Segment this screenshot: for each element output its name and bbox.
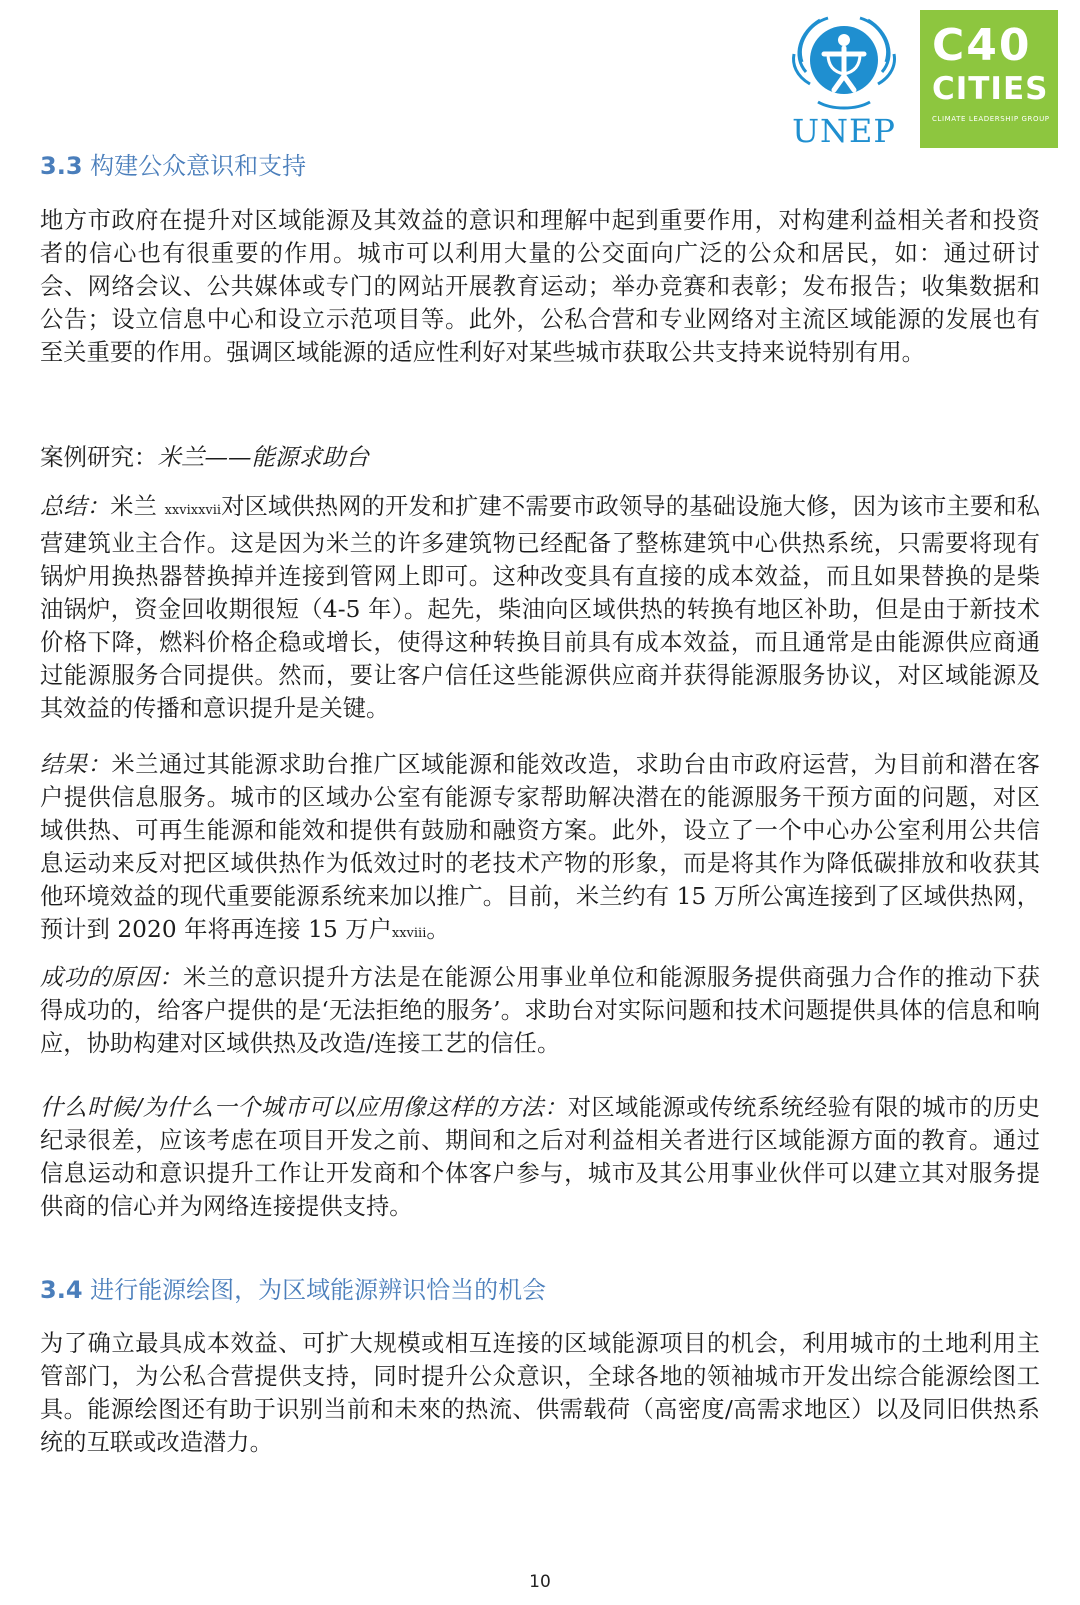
section-3-4-paragraph: 为了确立最具成本效益、可扩大规模或相互连接的区域能源项目的机会，利用城市的土地利用主管部门，为公私合营提供支持，同时提升公众意识，全球各地的领袖城市开发出综合能源绘图工具。能源绘图还有助于识别当前和未來的热流、供需载荷（高密度/高需求地区）以及同旧供热系统的互联或改造潜力。 bbox=[40, 1330, 1040, 1456]
case-results-end: 。 bbox=[426, 916, 450, 943]
case-summary-refs: xxvixxvii bbox=[164, 503, 222, 518]
case-study-title bbox=[40, 438, 369, 472]
c40-logo-line1: C40 bbox=[932, 20, 1032, 71]
case-results-text: 米兰通过其能源求助台推广区域能源和能效改造，求助台由市政府运营，为目前和潜在客户提供信息服务。城市的区域办公室有能源专家帮助解决潜在的能源服务干预方面的问题，对区域供热、可再生能源和能效和提供有鼓励和融资方案。此外，设立了一个中心办公室利用公共信息运动来反对把区域供热作为低效过时的老技术产物的形象，而是将其作为降低碳排放和收获其他环境效益的现代重要能源系统来加以推广。目前，米兰约有 15 万所公寓连接到了区域供热网，预计到 2020 年将再连接 15 万户 bbox=[40, 751, 1040, 943]
case-when-why-lead: 什么时候/为什么一个城市可以应用像这样的方法： bbox=[40, 1094, 568, 1121]
case-results-ref: xxviii bbox=[391, 926, 427, 941]
c40-logo-subtitle: CLIMATE LEADERSHIP GROUP bbox=[932, 115, 1050, 123]
c40-logo-line2: CITIES bbox=[932, 71, 1049, 107]
case-success-lead: 成功的原因： bbox=[40, 964, 183, 991]
case-when-why-paragraph bbox=[40, 1091, 1040, 1223]
case-success-text: 米兰的意识提升方法是在能源公用事业单位和能源服务提供商强力合作的推动下获得成功的，给客户提供的是‘无法拒绝的服务’。求助台对实际问题和技术问题提供具体的信息和响应，协助构建对区域供热及改造/连接工艺的信任。 bbox=[40, 964, 1040, 1057]
section-3-4-number: 3.4 bbox=[40, 1276, 83, 1304]
unep-emblem-icon bbox=[784, 10, 904, 114]
c40-cities-logo bbox=[920, 10, 1058, 148]
unep-logo-text: UNEP bbox=[792, 112, 896, 150]
case-summary-paragraph bbox=[40, 490, 1040, 725]
header-logos bbox=[780, 10, 1058, 152]
case-results-paragraph bbox=[40, 748, 1040, 950]
section-3-3-title: 构建公众意识和支持 bbox=[90, 152, 307, 180]
case-summary-text: 对区域供热网的开发和扩建不需要市政领导的基础设施大修，因为该市主要和私营建筑业主合作。这是因为米兰的许多建筑物已经配备了整栋建筑中心供热系统，只需要将现有锅炉用换热器替换掉并连接到管网上即可。这种改变具有直接的成本效益，而且如果替换的是柴油锅炉，资金回收期很短（4-5 年）。起先，柴油向区域供热的转换有地区补助，但是由于新技术价格下降，燃料价格企稳或增长，使得这种转换目前具有成本效益，而且通常是由能源供应商通过能源服务合同提供。然而，要让客户信任这些能源供应商并获得能源服务协议，对区域能源及其效益的传播和意识提升是关键。 bbox=[40, 493, 1041, 722]
section-3-3-heading bbox=[40, 146, 306, 181]
case-when-why-text: 对区域能源或传统系统经验有限的城市的历史纪录很差，应该考虑在项目开发之前、期间和之后对利益相关者进行区域能源方面的教育。通过信息运动和意识提升工作让开发商和个体客户参与，城市及其公用事业伙伴可以建立其对服务提供商的信心并为网络连接提供支持。 bbox=[40, 1094, 1041, 1220]
case-results-lead: 结果： bbox=[40, 751, 112, 778]
unep-logo bbox=[780, 10, 908, 152]
section-3-4-title: 进行能源绘图，为区域能源辨识恰当的机会 bbox=[90, 1276, 547, 1304]
section-3-3-paragraph: 地方市政府在提升对区域能源及其效益的意识和理解中起到重要作用，对构建利益相关者和投资者的信心也有很重要的作用。城市可以利用大量的公交面向广泛的公众和居民，如：通过研讨会、网络会议、公共媒体或专门的网站开展教育运动；举办竞赛和表彰；发布报告；收集数据和公告；设立信息中心和设立示范项目等。此外，公私合营和专业网络对主流区域能源的发展也有至关重要的作用。强调区域能源的适应性利好对某些城市获取公共支持来说特别有用。 bbox=[40, 207, 1040, 366]
section-3-4-heading bbox=[40, 1270, 546, 1305]
case-summary-city: 米兰 bbox=[110, 493, 165, 520]
case-summary-lead: 总结： bbox=[40, 493, 111, 520]
section-3-3-number: 3.3 bbox=[40, 152, 83, 180]
page-number: 10 bbox=[529, 1572, 551, 1592]
case-success-paragraph bbox=[40, 961, 1040, 1060]
case-study-label: 案例研究： bbox=[40, 443, 158, 471]
case-study-name: 米兰——能源求助台 bbox=[157, 443, 369, 471]
